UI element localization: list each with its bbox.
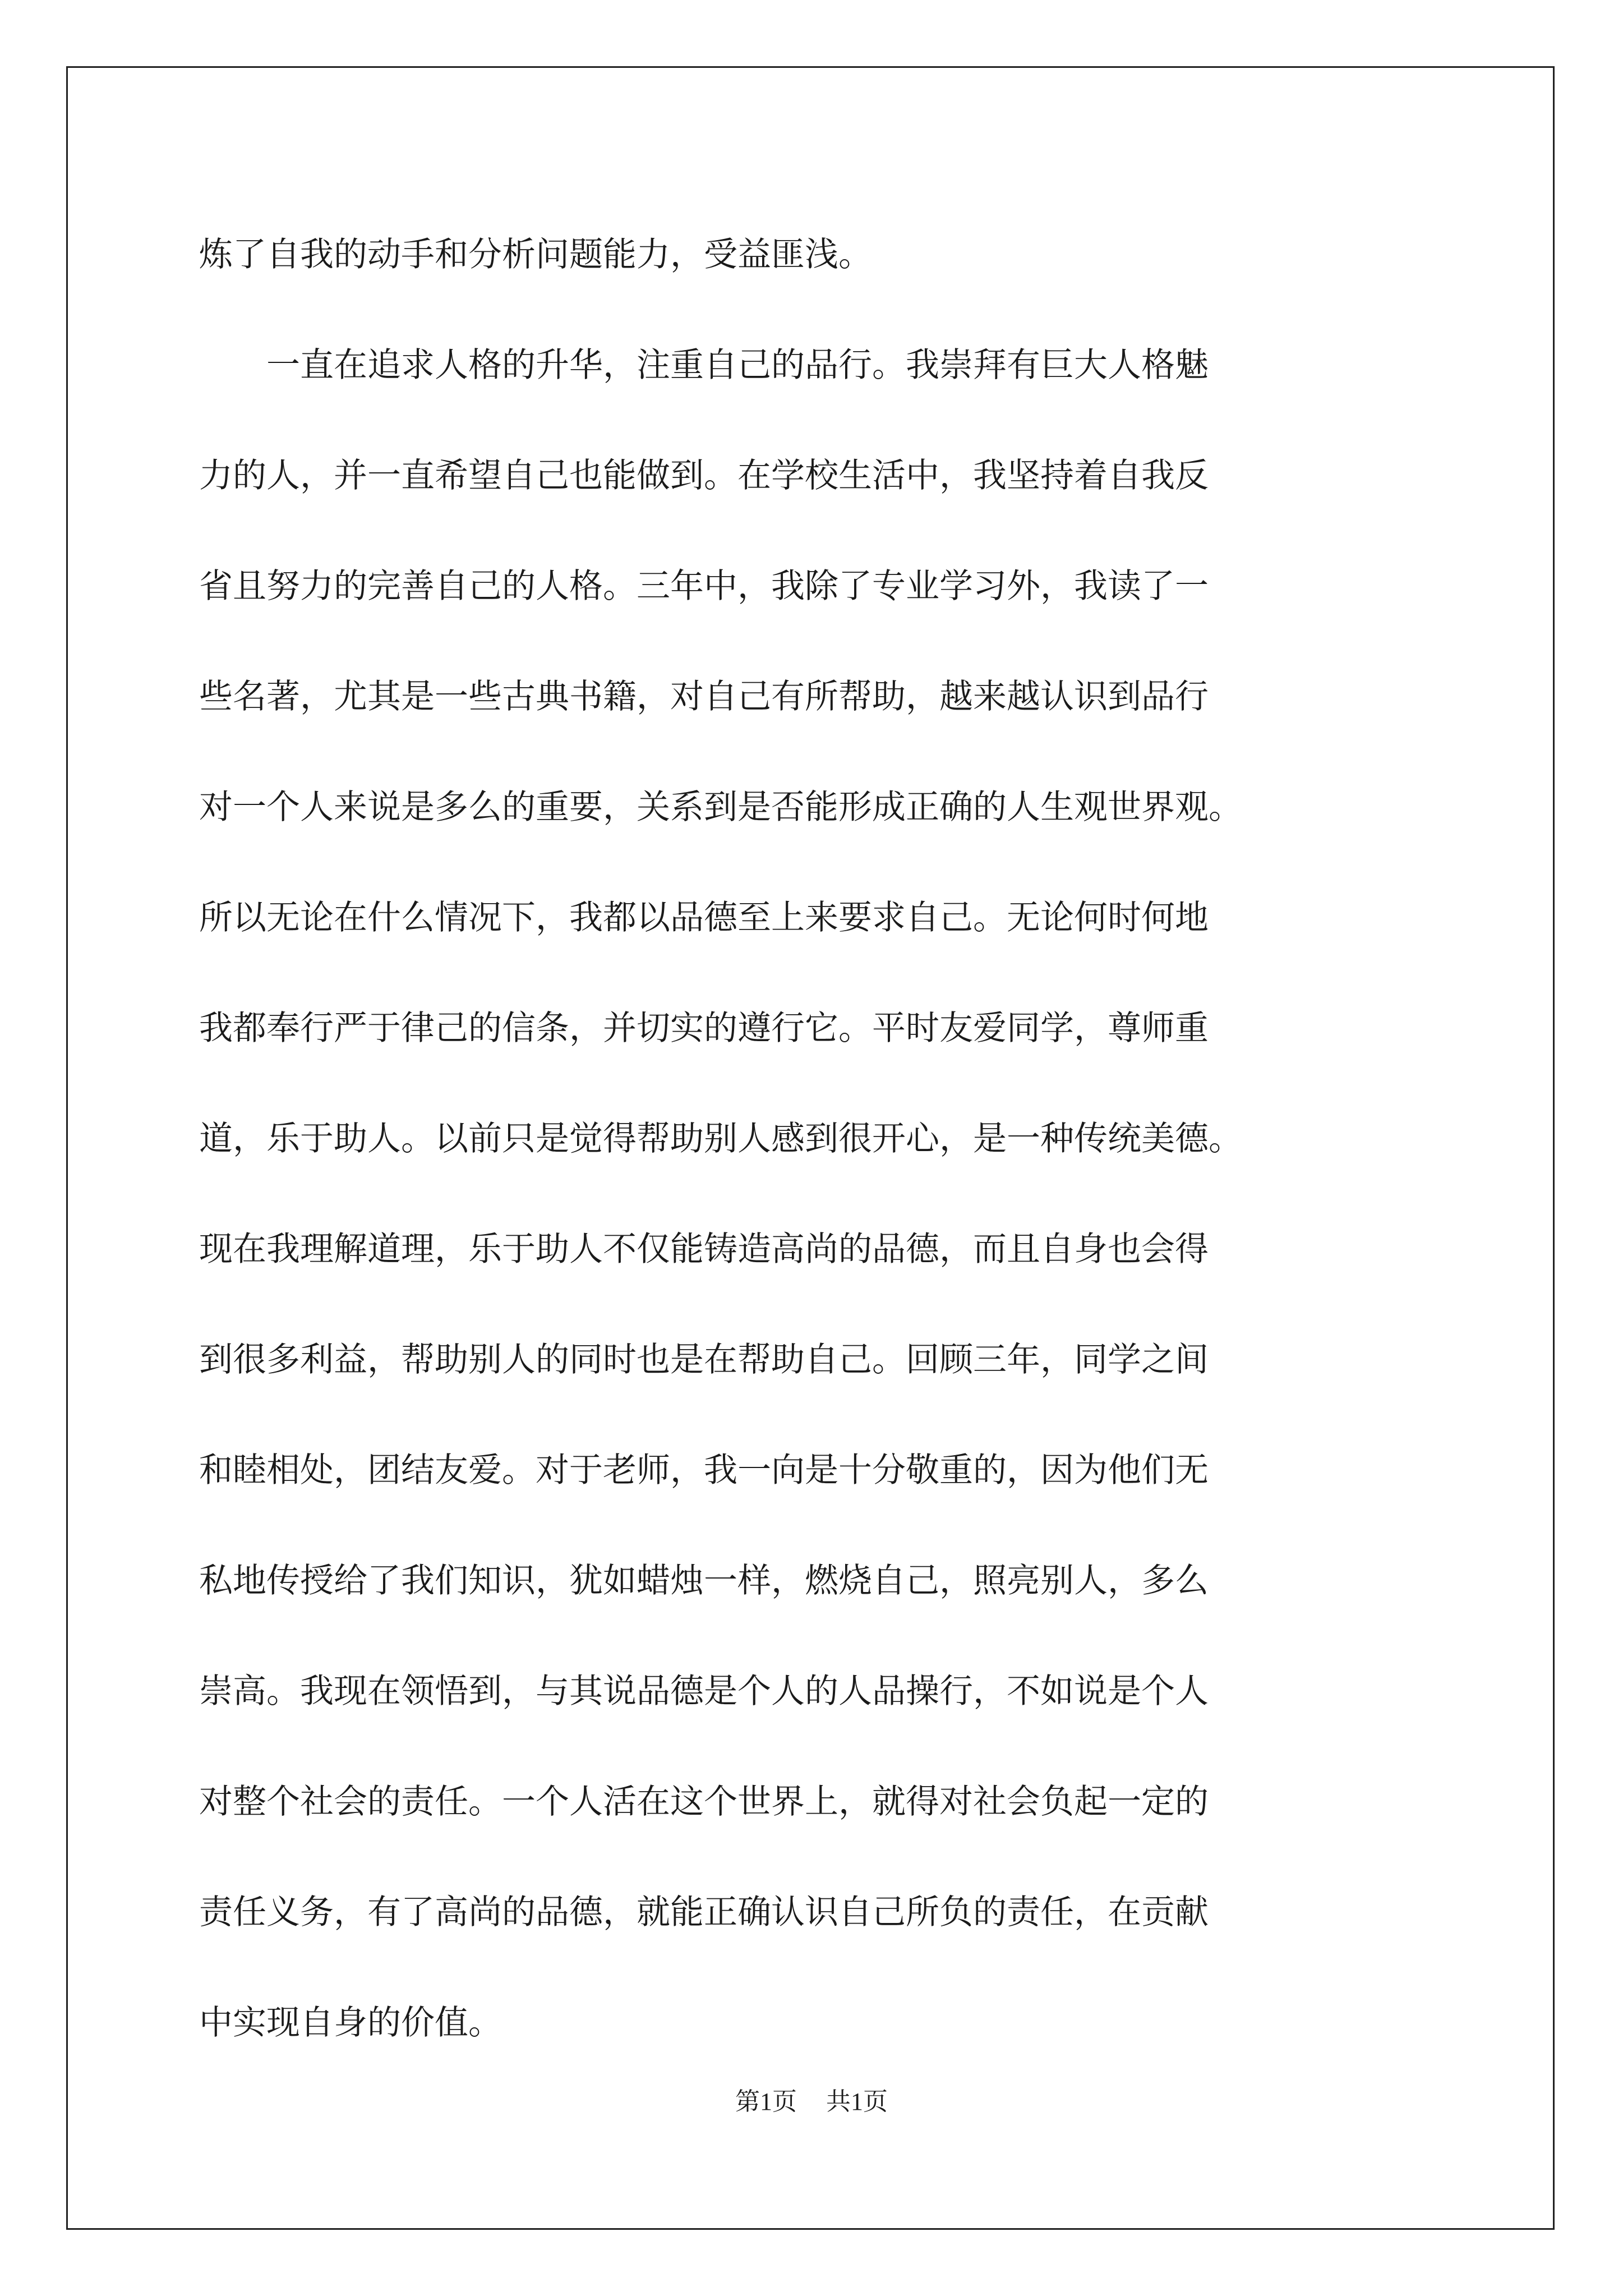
text-line: 道，乐于助人。以前只是觉得帮助别人感到很开心，是一种传统美德。 (199, 1119, 1242, 1158)
page-footer (0, 2081, 1623, 2117)
text-line: 炼了自我的动手和分析问题能力，受益匪浅。 (199, 235, 872, 274)
text-line: 力的人，并一直希望自己也能做到。在学校生活中，我坚持着自我反 (199, 456, 1209, 495)
body-text (199, 200, 1438, 2078)
page-number: 第1页 (735, 2088, 797, 2115)
text-line: 省且努力的完善自己的人格。三年中，我除了专业学习外，我读了一 (199, 567, 1209, 606)
text-line-paragraph-start: 一直在追求人格的升华，注重自己的品行。我崇拜有巨大人格魅 (266, 346, 1209, 385)
text-line: 对一个人来说是多么的重要，关系到是否能形成正确的人生观世界观。 (199, 788, 1242, 827)
text-line: 中实现自身的价值。 (199, 2003, 502, 2042)
text-line: 我都奉行严于律己的信条，并切实的遵行它。平时友爱同学，尊师重 (199, 1009, 1209, 1048)
text-line: 崇高。我现在领悟到，与其说品德是个人的人品操行，不如说是个人 (199, 1672, 1209, 1711)
text-line: 私地传授给了我们知识，犹如蜡烛一样，燃烧自己，照亮别人，多么 (199, 1561, 1209, 1600)
text-line: 所以无论在什么情况下，我都以品德至上来要求自己。无论何时何地 (199, 898, 1209, 937)
text-line: 和睦相处，团结友爱。对于老师，我一向是十分敬重的，因为他们无 (199, 1451, 1209, 1490)
text-line: 些名著，尤其是一些古典书籍，对自己有所帮助，越来越认识到品行 (199, 677, 1209, 716)
text-line: 现在我理解道理，乐于助人不仅能铸造高尚的品德，而且自身也会得 (199, 1230, 1209, 1269)
text-line: 对整个社会的责任。一个人活在这个世界上，就得对社会负起一定的 (199, 1782, 1209, 1821)
page-total: 共1页 (826, 2088, 888, 2115)
text-line: 到很多利益，帮助别人的同时也是在帮助自己。回顾三年，同学之间 (199, 1340, 1209, 1379)
text-line: 责任义务，有了高尚的品德，就能正确认识自己所负的责任，在贡献 (199, 1893, 1209, 1932)
